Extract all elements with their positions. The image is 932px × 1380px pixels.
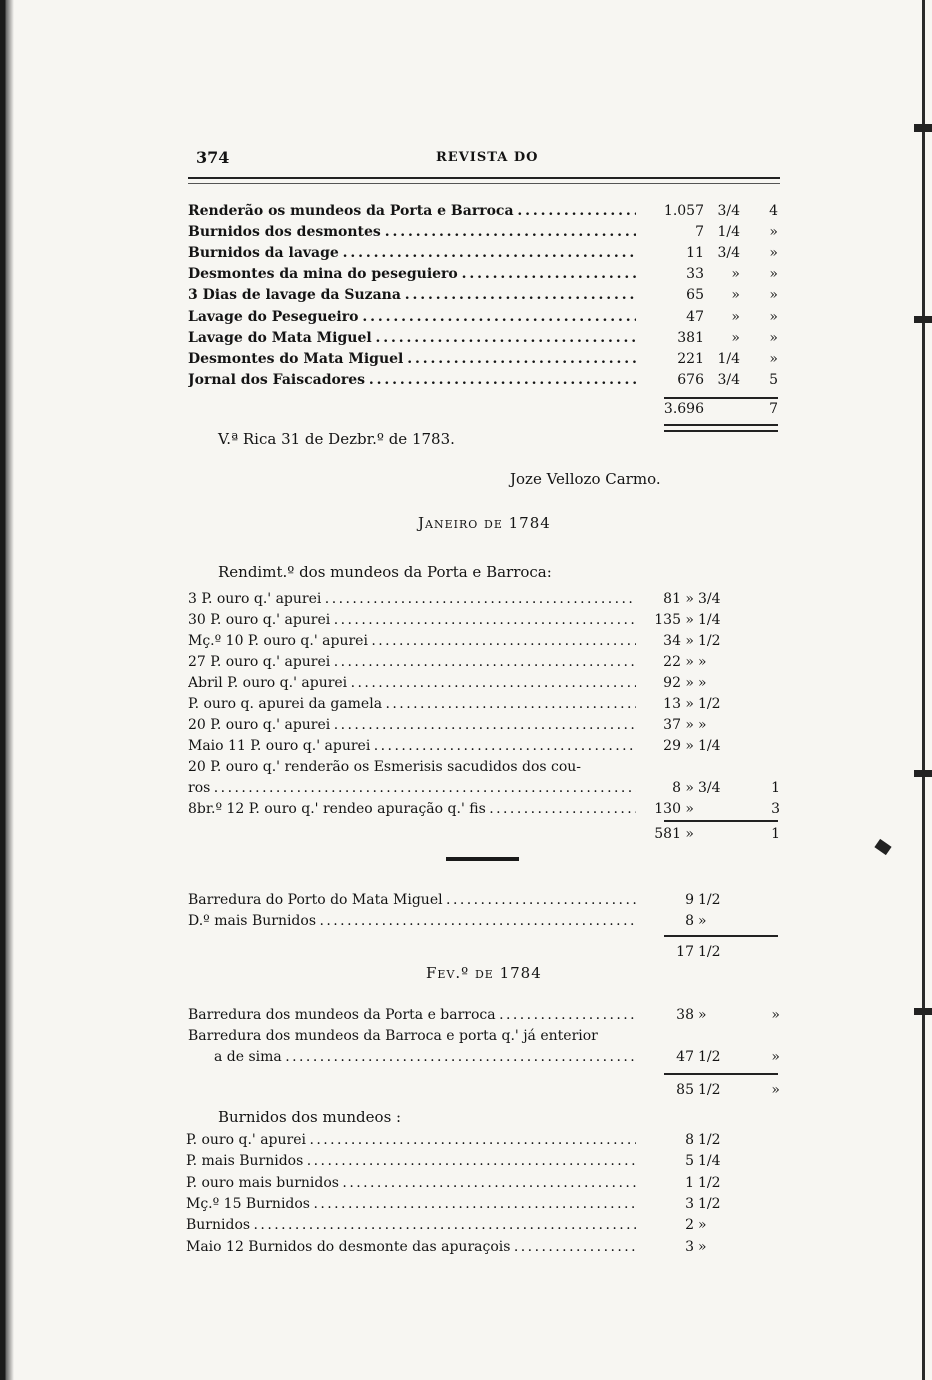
ledger-row-fraction: 1/4 — [698, 612, 721, 628]
ledger-row-fraction: » — [731, 287, 740, 304]
ledger-row-label: Renderão os mundeos da Porta e Barroca . . . — [188, 201, 636, 222]
ledger-row-extra: » — [771, 1007, 780, 1023]
ledger-row-amount: 81 » — [663, 591, 694, 607]
ledger-row-fraction: » — [698, 675, 707, 691]
ledger-row-amount: 1 — [685, 1174, 694, 1191]
ledger-row — [0, 778, 932, 799]
ledger-row-amount: 135 » — [654, 612, 694, 628]
ledger-row-amount: 34 » — [663, 633, 694, 649]
ledger-row-fraction: 1/4 — [698, 1153, 721, 1170]
ledger-row-label: 20 P. ouro q.' apurei . . . — [188, 715, 636, 736]
ledger-row-extra: » — [769, 224, 778, 241]
ledger-row-label: P. ouro mais burnidos . . . — [186, 1173, 636, 1194]
ledger-row-amount: 47 — [686, 308, 704, 325]
ledger-row-amount: 65 — [686, 287, 704, 304]
ledger-row-fraction: » — [731, 308, 740, 325]
ledger-row-label: D.º mais Burnidos . . . — [188, 911, 636, 932]
ledger-row-fraction: » — [698, 654, 707, 670]
ledger-row-amount: 29 » — [663, 738, 694, 754]
ledger-row-label: Barredura do Porto do Mata Miguel . . . — [188, 890, 636, 911]
ledger-row — [0, 715, 932, 736]
total-rule — [664, 935, 778, 937]
ledger-row — [0, 911, 932, 932]
ledger-row — [0, 328, 932, 349]
ledger-row-fraction: 1/2 — [698, 633, 721, 649]
ledger-row-label: Lavage do Pesegueiro . . . — [188, 307, 636, 328]
ledger-row — [0, 1215, 932, 1236]
ledger-row-amount: 5 — [685, 1153, 694, 1170]
total-extra: 1 — [771, 826, 780, 842]
ledger-row-amount: 11 — [686, 245, 704, 262]
ledger-row-amount: 13 » — [663, 696, 694, 712]
ledger-row — [0, 631, 932, 652]
ledger-row-extra: » — [769, 329, 778, 346]
ledger-row-amount: 8 — [685, 913, 694, 929]
ledger-row-label: 3 P. ouro q.' apurei . . . — [188, 589, 636, 610]
ledger-row-label: Mç.º 15 Burnidos . . . — [186, 1194, 636, 1215]
ledger-row — [0, 1026, 932, 1047]
running-title: REVISTA DO — [436, 150, 539, 165]
ledger-row — [0, 890, 932, 911]
ledger-row — [0, 243, 932, 264]
ledger-row-label: P. mais Burnidos . . . — [186, 1151, 636, 1172]
ledger-row — [0, 1047, 932, 1068]
ledger-row-fraction: 1/2 — [698, 1132, 721, 1148]
ledger-row-fraction: 1/2 — [698, 1174, 721, 1191]
ledger-row-label: Mç.º 10 P. ouro q.' apurei . . . — [188, 631, 636, 652]
subheading-burnidos: Burnidos dos mundeos : — [218, 1108, 402, 1126]
ledger-row-label: Burnidos . . . — [186, 1215, 636, 1236]
ledger-row-amount: 37 » — [663, 717, 694, 733]
ledger-row — [0, 757, 932, 778]
ledger-row — [0, 264, 932, 285]
ledger-row-amount: 47 — [676, 1049, 694, 1065]
total-rule — [664, 820, 778, 822]
total-row — [0, 399, 932, 420]
ledger-row-fraction: » — [698, 913, 707, 929]
ledger-row-amount: 3 — [685, 1238, 694, 1255]
ledger-row-label: ros . . . — [188, 778, 636, 799]
ledger-row-label: P. ouro q.' apurei . . . — [186, 1130, 636, 1151]
ledger-row-label: Abril P. ouro q.' apurei . . . — [188, 673, 636, 694]
ledger-row-label: P. ouro q. apurei da gamela . . . — [188, 694, 636, 715]
double-rule — [664, 424, 778, 432]
ledger-row — [0, 589, 932, 610]
ledger-row-label: Barredura dos mundeos da Porta e barroca . . . — [188, 1005, 636, 1026]
ledger-row-amount: 3 — [685, 1195, 694, 1212]
ledger-row-label: Maio 12 Burnidos do desmonte das apuraçois . . . — [186, 1237, 636, 1258]
section-divider — [446, 857, 519, 861]
ledger-row-fraction: » — [698, 1007, 707, 1023]
ledger-row-amount: 38 — [676, 1007, 694, 1023]
ledger-row-fraction: 1/4 — [717, 224, 740, 241]
ledger-row-label: Burnidos da lavage . . . — [188, 243, 636, 264]
total-rule — [664, 1073, 778, 1075]
section-heading-fevereiro: Fev.º de 1784 — [426, 964, 542, 982]
ledger-row-extra: » — [769, 308, 778, 325]
ledger-row-fraction: 3/4 — [717, 203, 740, 219]
ledger-row — [0, 610, 932, 631]
ledger-row-fraction: 3/4 — [717, 245, 740, 262]
ledger-row-label: Maio 11 P. ouro q.' apurei . . . — [188, 736, 636, 757]
ledger-row-fraction: 1/4 — [698, 738, 721, 754]
ledger-row-amount: 381 — [677, 329, 704, 346]
ledger-row-amount: 8 — [685, 1132, 694, 1148]
signature: Joze Vellozo Carmo. — [510, 470, 661, 488]
ledger-row-fraction: » — [698, 1217, 707, 1234]
ledger-row-label: 20 P. ouro q.' renderão os Esmerisis sacudidos dos cou- — [188, 759, 582, 775]
ledger-row — [0, 1151, 932, 1172]
ledger-row-amount: 92 » — [663, 675, 694, 691]
ledger-row — [0, 349, 932, 370]
ledger-row — [0, 1130, 932, 1151]
total-amount: 85 — [676, 1082, 694, 1098]
section-intro: Rendimt.º dos mundeos da Porta e Barroca: — [218, 563, 552, 581]
ledger-row — [0, 652, 932, 673]
ledger-row-amount: 676 — [677, 371, 704, 388]
ledger-row-extra: » — [769, 287, 778, 304]
ledger-row-amount: 130 » — [654, 801, 694, 817]
ledger-row-amount: 7 — [695, 224, 704, 241]
ledger-row — [0, 736, 932, 757]
header-rule — [188, 177, 780, 184]
ledger-row-label: 3 Dias de lavage da Suzana . . . — [188, 285, 636, 306]
ledger-row — [0, 370, 932, 391]
total-amount: 581 » — [654, 826, 694, 842]
ledger-row-label: Desmontes do Mata Miguel . . . — [188, 349, 636, 370]
ledger-row-fraction: 3/4 — [698, 780, 721, 796]
ledger-row — [0, 1173, 932, 1194]
ledger-row-fraction: » — [698, 1238, 707, 1255]
ledger-row-amount: 8 » — [672, 780, 694, 796]
ledger-row-extra: 3 — [771, 801, 780, 817]
total-extra: » — [771, 1082, 780, 1098]
ledger-row-fraction: 1/2 — [698, 1049, 721, 1065]
ledger-row — [0, 307, 932, 328]
ledger-row-label: Barredura dos mundeos da Barroca e porta q.' já enterior — [188, 1028, 598, 1044]
ledger-row — [0, 222, 932, 243]
ledger-row-amount: 33 — [686, 266, 704, 283]
total-amount: 3.696 — [663, 401, 704, 417]
total-row — [0, 824, 932, 845]
total-fraction: 1/2 — [698, 944, 721, 960]
total-amount: 17 — [676, 944, 694, 960]
ledger-row — [0, 201, 932, 222]
place-date: V.ª Rica 31 de Dezbr.º de 1783. — [218, 430, 455, 448]
ledger-row-extra: » — [769, 266, 778, 283]
ledger-row-fraction: 1/2 — [698, 892, 721, 908]
ledger-row-label: Burnidos dos desmontes . . . — [188, 222, 636, 243]
ledger-row-label: a de sima . . . — [214, 1047, 636, 1068]
total-fraction: 1/2 — [698, 1082, 721, 1098]
ledger-row — [0, 694, 932, 715]
ledger-row-amount: 9 — [685, 892, 694, 908]
ledger-row-extra: » — [771, 1049, 780, 1065]
ledger-row-label: 27 P. ouro q.' apurei . . . — [188, 652, 636, 673]
ledger-row-extra: 5 — [769, 371, 778, 388]
ledger-row-amount: 1.057 — [663, 203, 704, 219]
ledger-row-fraction: 3/4 — [717, 371, 740, 388]
ledger-row-fraction: » — [731, 329, 740, 346]
ledger-row-fraction: 1/4 — [717, 350, 740, 367]
ledger-row-fraction: 3/4 — [698, 591, 721, 607]
ledger-row-label: 8br.º 12 P. ouro q.' rendeo apuração q.' fis . . . — [188, 799, 636, 820]
ledger-row-label: Jornal dos Faiscadores . . . — [188, 370, 636, 391]
ledger-row-extra: 1 — [771, 780, 780, 796]
ledger-row-fraction: » — [698, 717, 707, 733]
total-extra: 7 — [769, 401, 778, 417]
ledger-row-amount: 221 — [677, 350, 704, 367]
ledger-row — [0, 1005, 932, 1026]
total-row — [0, 1080, 932, 1101]
page-number: 374 — [196, 148, 230, 167]
ledger-row-label: Desmontes da mina do peseguiero . . . — [188, 264, 636, 285]
section-heading-janeiro: Janeiro de 1784 — [418, 514, 551, 532]
ledger-row — [0, 673, 932, 694]
ledger-row — [0, 1194, 932, 1215]
ledger-row-fraction: 1/2 — [698, 1195, 721, 1212]
ledger-row — [0, 799, 932, 820]
ledger-row-label: 30 P. ouro q.' apurei . . . — [188, 610, 636, 631]
ledger-row-extra: 4 — [769, 203, 778, 219]
ledger-row-label: Lavage do Mata Miguel . . . — [188, 328, 636, 349]
ledger-row-amount: 2 — [685, 1217, 694, 1234]
ledger-row-amount: 22 » — [663, 654, 694, 670]
total-row — [0, 942, 932, 963]
ledger-row-extra: » — [769, 245, 778, 262]
ledger-row — [0, 285, 932, 306]
ledger-row — [0, 1237, 932, 1258]
ledger-row-fraction: » — [731, 266, 740, 283]
ledger-row-fraction: 1/2 — [698, 696, 721, 712]
ledger-row-extra: » — [769, 350, 778, 367]
